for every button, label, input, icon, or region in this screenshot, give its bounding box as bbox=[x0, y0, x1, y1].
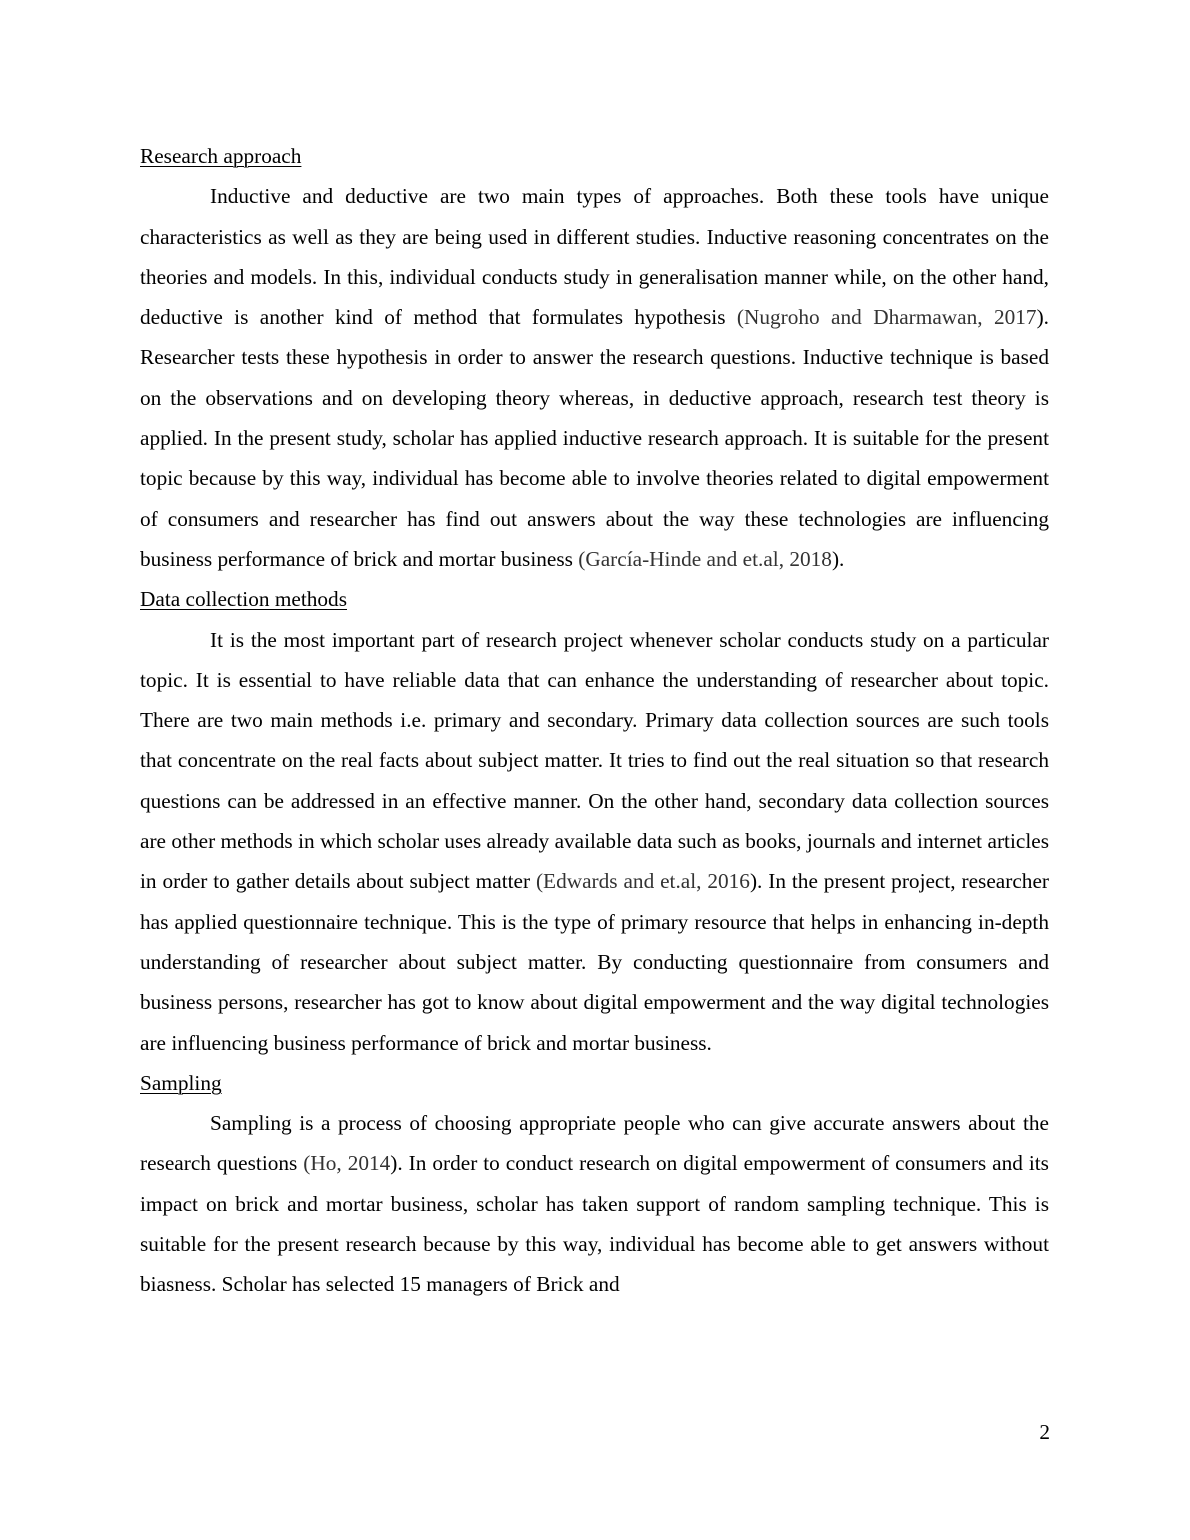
paragraph-text: ). In the present project, researcher has applied questionnaire technique. This is the type of primary resource that helps in enhancing in-depth understanding of researcher about subject matter. By conducting questionnaire from consumers and business persons, researcher has got to know about digital empowerment and the way digital technologies are influencing business performance of brick and mortar business. bbox=[140, 869, 1049, 1055]
paragraph-text: ). In order to conduct research on digital empowerment of consumers and its impact on brick and mortar business, scholar has taken support of random sampling technique. This is suitable for the present research because by this way, individual has become able to get answers without biasness. Scholar has selected 15 managers of Brick and bbox=[140, 1151, 1049, 1297]
paragraph-text: ). bbox=[831, 546, 845, 571]
document-page bbox=[140, 136, 1049, 1305]
citation: (Edwards and et.al, 2016 bbox=[535, 869, 750, 894]
section-paragraph bbox=[140, 1103, 1049, 1304]
section-sampling bbox=[140, 1063, 1049, 1305]
section-heading: Sampling bbox=[140, 1070, 222, 1095]
section-data-collection-methods bbox=[140, 579, 1049, 1063]
section-research-approach bbox=[140, 136, 1049, 579]
paragraph-text: Sampling is a process of choosing appropriate people who can give accurate answers about the research questions bbox=[140, 1111, 1049, 1176]
citation: (García-Hinde and et.al, 2018 bbox=[578, 546, 832, 571]
page-number: 2 bbox=[1039, 1420, 1050, 1444]
paragraph-text: It is the most important part of research project whenever scholar conducts study on a particular topic. It is essential to have reliable data that can enhance the understanding of researcher about topic. There are two main methods i.e. primary and secondary. Primary data collection sources are such tools that concentrate on the real facts about subject matter. It tries to find out the real situation so that research questions can be addressed in an effective manner. On the other hand, secondary data collection sources are other methods in which scholar uses already available data such as books, journals and internet articles in order to gather details about subject matter bbox=[140, 627, 1049, 894]
section-paragraph bbox=[140, 176, 1049, 579]
citation: (Ho, 2014 bbox=[303, 1151, 391, 1176]
section-heading: Data collection methods bbox=[140, 587, 347, 612]
paragraph-text: ). Researcher tests these hypothesis in order to answer the research questions. Inductive technique is based on the observations and on developing theory whereas, in deductive approach, research test theory is applied. In the present study, scholar has applied inductive research approach. It is suitable for the present topic because by this way, individual has become able to involve theories related to digital empowerment of consumers and researcher has find out answers about the way these technologies are influencing business performance of brick and mortar business bbox=[140, 305, 1049, 571]
section-paragraph bbox=[140, 620, 1049, 1063]
paragraph-text: Inductive and deductive are two main types of approaches. Both these tools have unique characteristics as well as they are being used in different studies. Inductive reasoning concentrates on the theories and models. In this, individual conducts study in generalisation manner while, on the other hand, deductive is another kind of method that formulates hypothesis bbox=[140, 184, 1049, 330]
section-heading: Research approach bbox=[140, 144, 302, 168]
citation: (Nugroho and Dharmawan, 2017 bbox=[736, 305, 1037, 330]
